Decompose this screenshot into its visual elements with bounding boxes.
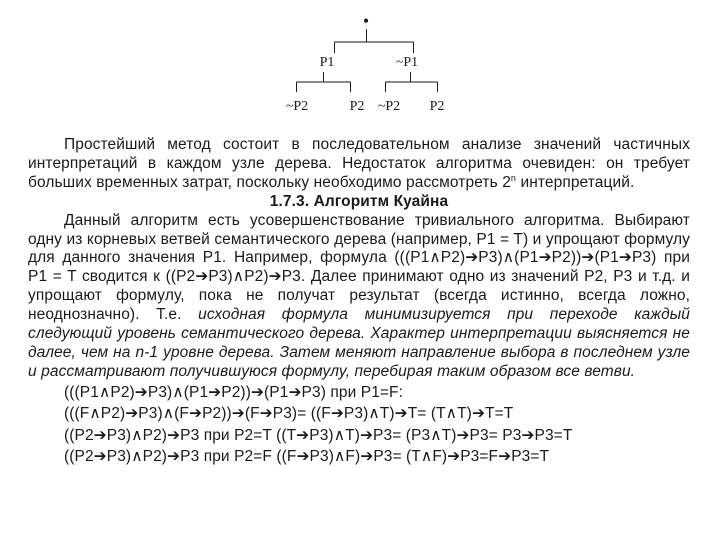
tree-leaf-p2-left: P2 [349,99,365,114]
algorithm-paragraph [28,212,690,382]
formula-line-2: (((F∧P2)➔P3)∧(F➔P2))➔(F➔P3)= ((F➔P3)∧T)➔T= (T∧T)➔T=T [64,405,514,423]
exponent-n: n [510,172,517,183]
intro-text: Простейший метод состоит в последовательном анализе значений частичных интерпретаций в каждом узле дерева. Недостаток алгоритма очевиден: он требует больших временных затрат, поскольку необходимо рассмотреть 2 [28,136,690,191]
formula-line-1: (((P1∧P2)➔P3)∧(P1➔P2))➔(P1➔P3) при P1=F: [64,383,404,401]
tree-leaf-not-p2-left: ~P2 [285,99,309,114]
tree-node-p1: P1 [319,55,335,70]
intro-text-end: интерпретаций. [516,173,635,191]
tree-root: • [362,11,370,31]
section-heading: 1.7.3. Алгоритм Куайна [269,192,449,210]
formula-line-3: ((P2➔P3)∧P2)➔P3 при P2=T ((T➔P3)∧T)➔P3= (P3∧T)➔P3= P3➔P3=T [64,426,573,444]
document-body [28,136,690,468]
algorithm-text-italic: исходная формула минимизируется при переходе каждый следующий уровень семантического дерева. Характер интерпретации выясняется не далее, чем на n-1 уровне дерева. Затем меняют направление выбора в последнем узле и рассматривают получившуюся формулу, перебирая таким образом все ветви. [28,306,690,380]
formula-line-4: ((P2➔P3)∧P2)➔P3 при P2=F ((F➔P3)∧F)➔P3= (T∧F)➔P3=F➔P3=T [64,448,550,466]
intro-paragraph [28,136,690,193]
algorithm-text: Данный алгоритм есть усовершенствование тривиального алгоритма. Выбирают одну из корневых ветвей семантического дерева (например, P1 = T) и упрощают формулу для данного значения P1. Например, формула (((P1∧P2)➔P3)∧(P1➔P2))➔(P1➔P3) при P1 = T сводится к ((P2➔P3)∧P2)➔P3. Далее принимают одно из значений P2, P3 и т.д. и упрощают формулу, пока не получат результат (всегда истинно, всегда ложно, неоднозначно). Т.е. [28,211,690,324]
tree-node-not-p1: ~P1 [395,55,419,70]
semantic-tree-diagram [0,0,720,130]
tree-leaf-p2-right: P2 [429,99,445,114]
tree-leaf-not-p2-right: ~P2 [377,99,401,114]
